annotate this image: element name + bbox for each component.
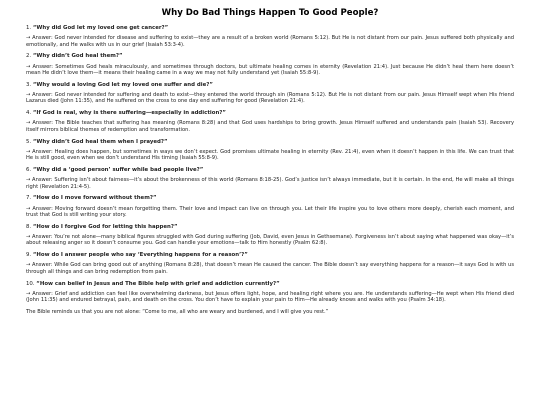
- qa-list: [26, 25, 514, 304]
- question-number: 4.: [26, 110, 32, 117]
- answer-text: → Answer: Sometimes God heals miraculously, and sometimes through doctors, but ultimate healing comes in eternity (Revelation 21:4). Just because He didn’t heal them here doesn’t mean He didn’t love them—it means their healing came in a way we may not fully understand yet (Isaiah 55:8-9).: [26, 63, 514, 77]
- question-number: 8.: [26, 223, 32, 230]
- question-text: “If God is real, why is there suffering—especially in addiction?”: [32, 110, 226, 117]
- answer-text: → Answer: Grief and addiction can feel like overwhelming darkness, but Jesus offers light, hope, and healing right where you are. He understands suffering—He wept when His friend died (John 11:35) and endured betrayal, pain, and death on the cross. You don’t have to explain your pain to Him—He already knows and walks with you (Psalm 34:18).: [26, 290, 514, 304]
- question-number: 1.: [26, 25, 32, 31]
- question: [26, 53, 514, 60]
- question: [26, 139, 514, 146]
- question-text: “How do I forgive God for letting this happen?”: [32, 223, 178, 230]
- qa-item: [26, 53, 514, 76]
- question: [26, 82, 514, 89]
- question-text: “Why didn’t God heal them?”: [32, 53, 123, 60]
- qa-item: [26, 224, 514, 247]
- question-text: “How do I move forward without them?”: [32, 195, 157, 202]
- answer-text: → Answer: While God can bring good out of anything (Romans 8:28), that doesn’t mean He caused the cancer. The Bible doesn’t say everything happens for a reason—it says God is with us through all things and can bring redemption from pain.: [26, 262, 514, 275]
- answer-text: → Answer: The Bible teaches that suffering has meaning (Romans 8:28) and that God uses hardships to bring growth. Jesus Himself suffered and understands pain (Isaiah 53). Recovery itself mirrors biblical themes of redemption and transformation.: [26, 120, 514, 133]
- question: [26, 110, 514, 117]
- answer-text: → Answer: God never intended for suffering and death to exist—they entered the world through sin (Romans 5:12). But He is not distant from our pain. Jesus Himself wept when His friend Lazarus died (John 11:35), and He suffered on the cross to one day end suffering for good (Revelation 21:4).: [26, 91, 514, 105]
- qa-item: [26, 82, 514, 105]
- answer-text: → Answer: Suffering isn’t about fairness—it’s about the brokenness of this world (Romans 8:18-25). God’s justice isn’t always immediate, but it is certain. In the end, He will make all things right (Revelation 21:4-5).: [26, 177, 514, 190]
- qa-item: [26, 252, 514, 275]
- answer-text: → Answer: God never intended for disease and suffering to exist—they are a result of a broken world (Romans 5:12). But He is not distant from our pain. Jesus suffered both physically and emotionally, and He walks with us in our grief (Isaiah 53:3-4).: [26, 35, 514, 48]
- question: [26, 167, 514, 174]
- question: [26, 252, 514, 259]
- answer-text: → Answer: You’re not alone—many biblical figures struggled with God during suffering (Job, David, even Jesus in Gethsemane). Forgiveness isn’t about saying what happened was okay—it’s about releasing anger so it doesn’t consume you. God can handle your emotions—talk to Him honestly (Psalm 62:8).: [26, 233, 514, 247]
- question-text: “Why did a ‘good person’ suffer while bad people live?”: [32, 166, 204, 173]
- qa-item: [26, 195, 514, 218]
- question: [26, 281, 514, 288]
- question: [26, 25, 514, 32]
- question-text: “How do I answer people who say ‘Everything happens for a reason’?”: [32, 252, 248, 259]
- question-text: “Why did God let my loved one get cancer?”: [32, 25, 169, 31]
- question: [26, 195, 514, 202]
- question-text: “Why would a loving God let my loved one suffer and die?”: [32, 81, 213, 88]
- question-number: 10.: [26, 280, 35, 287]
- qa-item: [26, 281, 514, 304]
- question-text: “Why didn’t God heal them when I prayed?”: [32, 138, 168, 145]
- question-number: 7.: [26, 195, 32, 202]
- question-number: 5.: [26, 138, 32, 145]
- question: [26, 224, 514, 231]
- qa-item: [26, 139, 514, 162]
- question-number: 2.: [26, 53, 32, 60]
- page-title: Why Do Bad Things Happen To Good People?: [161, 8, 379, 18]
- answer-text: → Answer: Healing does happen, but sometimes in ways we don’t expect. God promises ultimate healing in eternity (Rev. 21:4), even when it doesn’t happen in this life. We can trust that He is still good, even when we don’t understand His timing (Isaiah 55:8-9).: [26, 148, 514, 162]
- qa-item: [26, 167, 514, 190]
- question-text: “How can belief in Jesus and The Bible help with grief and addiction currently?”: [36, 280, 280, 287]
- question-number: 6.: [26, 166, 32, 173]
- qa-item: [26, 110, 514, 133]
- question-number: 3.: [26, 81, 32, 88]
- closing-paragraph: The Bible reminds us that you are not alone: “Come to me, all who are weary and burdened, and I will give you rest.”: [26, 308, 329, 315]
- answer-text: → Answer: Moving forward doesn’t mean forgetting them. Their love and impact can live on through you. Let their life inspire you to love others more deeply, cherish each moment, and trust that God is still writing your story.: [26, 205, 514, 218]
- question-number: 9.: [26, 252, 32, 259]
- qa-item: [26, 25, 514, 48]
